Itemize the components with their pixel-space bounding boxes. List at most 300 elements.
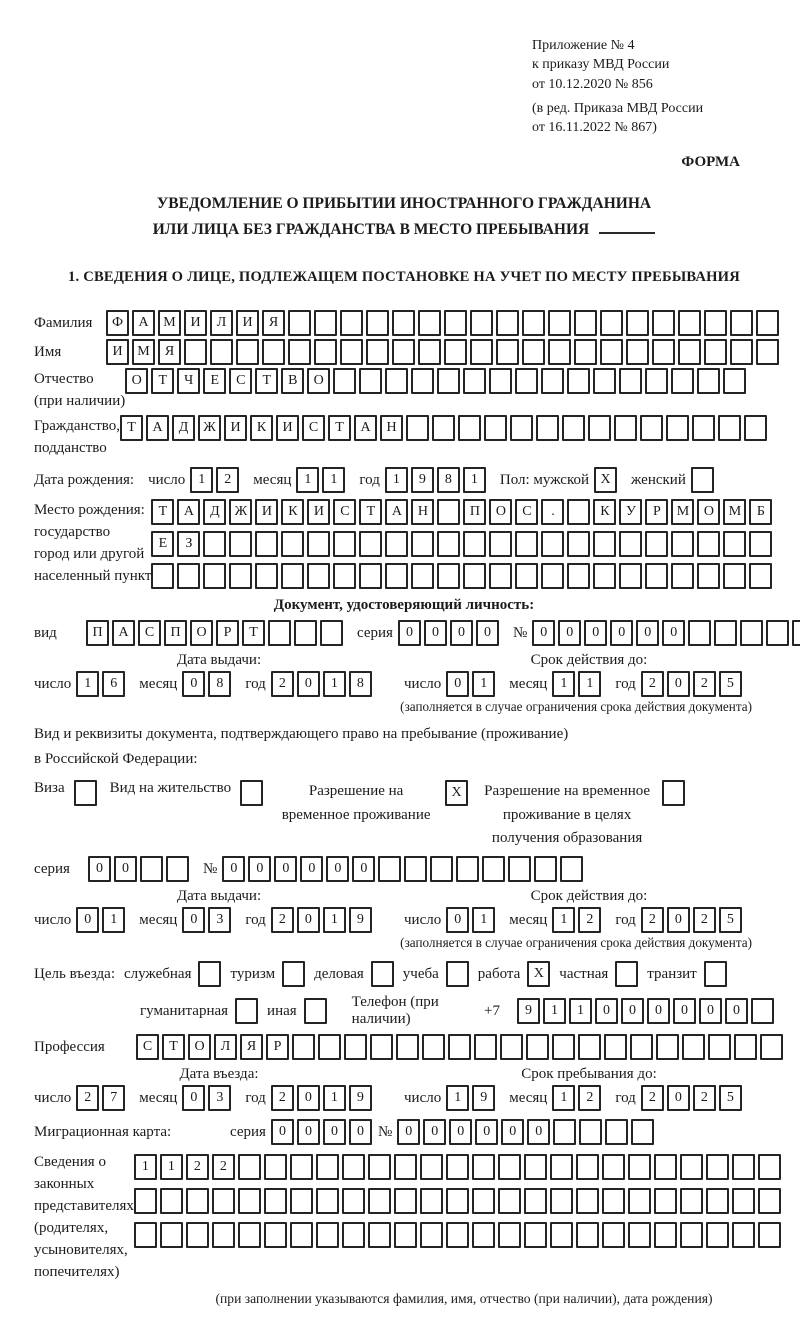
purpose-other-checkbox[interactable] (304, 998, 327, 1024)
purpose-business-checkbox[interactable] (198, 961, 221, 987)
char-cell[interactable] (751, 998, 774, 1024)
char-cell[interactable] (522, 310, 545, 336)
char-cell[interactable] (268, 620, 291, 646)
char-cell[interactable]: И (224, 415, 247, 441)
char-cell[interactable] (484, 415, 507, 441)
char-cell[interactable]: 0 (352, 856, 375, 882)
char-cell[interactable]: Т (162, 1034, 185, 1060)
char-cell[interactable] (368, 1222, 391, 1248)
char-cell[interactable] (396, 1034, 419, 1060)
char-cell[interactable] (576, 1154, 599, 1180)
char-cell[interactable] (671, 368, 694, 394)
char-cell[interactable] (203, 531, 226, 557)
char-cell[interactable]: 9 (411, 467, 434, 493)
char-cell[interactable]: Д (203, 499, 226, 525)
char-cell[interactable]: 8 (349, 671, 372, 697)
char-cell[interactable]: 0 (595, 998, 618, 1024)
char-cell[interactable] (605, 1119, 628, 1145)
char-cell[interactable] (578, 1034, 601, 1060)
char-cell[interactable] (498, 1222, 521, 1248)
char-cell[interactable]: М (158, 310, 181, 336)
char-cell[interactable] (472, 1222, 495, 1248)
char-cell[interactable]: Я (240, 1034, 263, 1060)
char-cell[interactable] (652, 310, 675, 336)
char-cell[interactable]: 0 (182, 907, 205, 933)
char-cell[interactable]: 0 (446, 907, 469, 933)
char-cell[interactable]: 0 (532, 620, 555, 646)
char-cell[interactable] (186, 1222, 209, 1248)
char-cell[interactable] (678, 339, 701, 365)
char-cell[interactable]: 2 (212, 1154, 235, 1180)
char-cell[interactable] (680, 1222, 703, 1248)
char-cell[interactable]: 1 (578, 671, 601, 697)
char-cell[interactable]: П (86, 620, 109, 646)
char-cell[interactable]: О (697, 499, 720, 525)
option-temp-residence-education-checkbox[interactable] (662, 780, 685, 806)
char-cell[interactable]: Л (210, 310, 233, 336)
char-cell[interactable]: А (177, 499, 200, 525)
char-cell[interactable] (567, 499, 590, 525)
char-cell[interactable]: Т (151, 368, 174, 394)
char-cell[interactable] (186, 1188, 209, 1214)
char-cell[interactable]: 0 (222, 856, 245, 882)
char-cell[interactable] (307, 563, 330, 589)
char-cell[interactable]: 9 (349, 1085, 372, 1111)
char-cell[interactable] (671, 563, 694, 589)
char-cell[interactable] (463, 563, 486, 589)
char-cell[interactable] (430, 856, 453, 882)
char-cell[interactable] (654, 1222, 677, 1248)
char-cell[interactable]: С (302, 415, 325, 441)
purpose-private-checkbox[interactable] (615, 961, 638, 987)
char-cell[interactable] (645, 531, 668, 557)
char-cell[interactable]: Т (242, 620, 265, 646)
char-cell[interactable] (333, 563, 356, 589)
char-cell[interactable] (560, 856, 583, 882)
char-cell[interactable] (678, 310, 701, 336)
char-cell[interactable] (730, 310, 753, 336)
char-cell[interactable] (288, 339, 311, 365)
char-cell[interactable]: У (619, 499, 642, 525)
char-cell[interactable] (697, 368, 720, 394)
char-cell[interactable]: 0 (271, 1119, 294, 1145)
char-cell[interactable]: 0 (397, 1119, 420, 1145)
char-cell[interactable] (749, 563, 772, 589)
char-cell[interactable] (602, 1222, 625, 1248)
char-cell[interactable] (316, 1222, 339, 1248)
char-cell[interactable] (437, 563, 460, 589)
char-cell[interactable]: 2 (641, 907, 664, 933)
char-cell[interactable] (344, 1034, 367, 1060)
char-cell[interactable] (394, 1222, 417, 1248)
char-cell[interactable]: Е (151, 531, 174, 557)
char-cell[interactable] (628, 1154, 651, 1180)
char-cell[interactable]: 0 (300, 856, 323, 882)
char-cell[interactable]: 2 (216, 467, 239, 493)
char-cell[interactable]: 3 (208, 1085, 231, 1111)
char-cell[interactable]: 2 (641, 671, 664, 697)
char-cell[interactable] (744, 415, 767, 441)
char-cell[interactable] (359, 531, 382, 557)
char-cell[interactable]: 1 (134, 1154, 157, 1180)
char-cell[interactable]: В (281, 368, 304, 394)
char-cell[interactable]: 0 (76, 907, 99, 933)
char-cell[interactable] (411, 368, 434, 394)
char-cell[interactable] (600, 310, 623, 336)
char-cell[interactable]: 5 (719, 1085, 742, 1111)
char-cell[interactable] (682, 1034, 705, 1060)
char-cell[interactable]: 2 (578, 1085, 601, 1111)
char-cell[interactable] (294, 620, 317, 646)
char-cell[interactable] (446, 1188, 469, 1214)
char-cell[interactable] (264, 1222, 287, 1248)
char-cell[interactable]: 0 (297, 1119, 320, 1145)
char-cell[interactable] (732, 1222, 755, 1248)
char-cell[interactable]: 2 (271, 1085, 294, 1111)
char-cell[interactable] (392, 310, 415, 336)
char-cell[interactable]: 1 (552, 671, 575, 697)
char-cell[interactable]: . (541, 499, 564, 525)
char-cell[interactable] (500, 1034, 523, 1060)
char-cell[interactable]: 0 (323, 1119, 346, 1145)
char-cell[interactable]: О (307, 368, 330, 394)
char-cell[interactable] (766, 620, 789, 646)
char-cell[interactable]: Т (120, 415, 143, 441)
char-cell[interactable] (446, 1154, 469, 1180)
char-cell[interactable] (437, 531, 460, 557)
char-cell[interactable] (318, 1034, 341, 1060)
char-cell[interactable] (238, 1154, 261, 1180)
char-cell[interactable] (496, 339, 519, 365)
char-cell[interactable] (368, 1188, 391, 1214)
char-cell[interactable] (567, 531, 590, 557)
char-cell[interactable] (760, 1034, 783, 1060)
char-cell[interactable]: 1 (190, 467, 213, 493)
char-cell[interactable] (630, 1034, 653, 1060)
char-cell[interactable] (288, 310, 311, 336)
char-cell[interactable] (437, 499, 460, 525)
char-cell[interactable] (652, 339, 675, 365)
char-cell[interactable]: И (276, 415, 299, 441)
char-cell[interactable] (515, 563, 538, 589)
char-cell[interactable] (515, 531, 538, 557)
purpose-transit-checkbox[interactable] (704, 961, 727, 987)
char-cell[interactable] (645, 563, 668, 589)
char-cell[interactable]: 1 (569, 998, 592, 1024)
char-cell[interactable]: 9 (349, 907, 372, 933)
char-cell[interactable] (420, 1154, 443, 1180)
purpose-tourism-checkbox[interactable] (282, 961, 305, 987)
char-cell[interactable] (463, 531, 486, 557)
char-cell[interactable] (619, 563, 642, 589)
char-cell[interactable] (292, 1034, 315, 1060)
char-cell[interactable]: 1 (323, 671, 346, 697)
char-cell[interactable]: А (132, 310, 155, 336)
char-cell[interactable] (792, 620, 800, 646)
char-cell[interactable] (524, 1188, 547, 1214)
char-cell[interactable] (614, 415, 637, 441)
char-cell[interactable] (474, 1034, 497, 1060)
char-cell[interactable]: С (138, 620, 161, 646)
char-cell[interactable] (236, 339, 259, 365)
char-cell[interactable]: 0 (326, 856, 349, 882)
char-cell[interactable] (550, 1222, 573, 1248)
char-cell[interactable] (522, 339, 545, 365)
char-cell[interactable]: 8 (208, 671, 231, 697)
char-cell[interactable] (534, 856, 557, 882)
char-cell[interactable] (704, 339, 727, 365)
char-cell[interactable]: 1 (543, 998, 566, 1024)
char-cell[interactable] (756, 310, 779, 336)
char-cell[interactable]: Т (151, 499, 174, 525)
char-cell[interactable]: 0 (182, 671, 205, 697)
purpose-commercial-checkbox[interactable] (371, 961, 394, 987)
char-cell[interactable]: 0 (621, 998, 644, 1024)
char-cell[interactable]: А (112, 620, 135, 646)
char-cell[interactable] (307, 531, 330, 557)
char-cell[interactable]: М (723, 499, 746, 525)
char-cell[interactable]: 0 (297, 671, 320, 697)
char-cell[interactable] (593, 531, 616, 557)
char-cell[interactable]: Д (172, 415, 195, 441)
char-cell[interactable]: 8 (437, 467, 460, 493)
char-cell[interactable] (359, 563, 382, 589)
char-cell[interactable]: 9 (472, 1085, 495, 1111)
char-cell[interactable]: О (125, 368, 148, 394)
char-cell[interactable] (640, 415, 663, 441)
char-cell[interactable]: Ч (177, 368, 200, 394)
char-cell[interactable]: 2 (641, 1085, 664, 1111)
char-cell[interactable]: О (190, 620, 213, 646)
char-cell[interactable] (697, 563, 720, 589)
char-cell[interactable] (482, 856, 505, 882)
char-cell[interactable]: К (593, 499, 616, 525)
char-cell[interactable] (697, 531, 720, 557)
char-cell[interactable]: М (132, 339, 155, 365)
char-cell[interactable]: 1 (76, 671, 99, 697)
char-cell[interactable]: 0 (501, 1119, 524, 1145)
char-cell[interactable] (411, 531, 434, 557)
char-cell[interactable] (600, 339, 623, 365)
char-cell[interactable] (680, 1154, 703, 1180)
char-cell[interactable] (456, 856, 479, 882)
char-cell[interactable]: 1 (552, 907, 575, 933)
char-cell[interactable] (160, 1222, 183, 1248)
char-cell[interactable] (314, 339, 337, 365)
char-cell[interactable]: Я (158, 339, 181, 365)
char-cell[interactable]: С (515, 499, 538, 525)
char-cell[interactable] (342, 1222, 365, 1248)
char-cell[interactable] (574, 310, 597, 336)
char-cell[interactable] (550, 1188, 573, 1214)
char-cell[interactable] (656, 1034, 679, 1060)
char-cell[interactable]: И (184, 310, 207, 336)
option-visa-checkbox[interactable] (74, 780, 97, 806)
char-cell[interactable] (498, 1188, 521, 1214)
char-cell[interactable]: 1 (446, 1085, 469, 1111)
char-cell[interactable]: 0 (114, 856, 137, 882)
char-cell[interactable]: А (385, 499, 408, 525)
char-cell[interactable]: 0 (527, 1119, 550, 1145)
char-cell[interactable] (342, 1188, 365, 1214)
char-cell[interactable] (418, 339, 441, 365)
char-cell[interactable]: 1 (322, 467, 345, 493)
char-cell[interactable] (366, 339, 389, 365)
char-cell[interactable] (166, 856, 189, 882)
char-cell[interactable] (378, 856, 401, 882)
char-cell[interactable]: Л (214, 1034, 237, 1060)
char-cell[interactable] (654, 1188, 677, 1214)
char-cell[interactable]: 1 (472, 671, 495, 697)
char-cell[interactable] (496, 310, 519, 336)
char-cell[interactable] (593, 563, 616, 589)
char-cell[interactable] (723, 563, 746, 589)
char-cell[interactable]: Ж (198, 415, 221, 441)
char-cell[interactable]: 2 (693, 671, 716, 697)
char-cell[interactable] (458, 415, 481, 441)
char-cell[interactable] (437, 368, 460, 394)
char-cell[interactable] (316, 1154, 339, 1180)
char-cell[interactable]: И (236, 310, 259, 336)
char-cell[interactable]: 1 (463, 467, 486, 493)
char-cell[interactable] (411, 563, 434, 589)
char-cell[interactable] (628, 1188, 651, 1214)
char-cell[interactable] (448, 1034, 471, 1060)
char-cell[interactable]: Т (255, 368, 278, 394)
char-cell[interactable]: 7 (102, 1085, 125, 1111)
char-cell[interactable]: Б (749, 499, 772, 525)
char-cell[interactable] (385, 368, 408, 394)
char-cell[interactable] (671, 531, 694, 557)
char-cell[interactable] (541, 368, 564, 394)
char-cell[interactable] (404, 856, 427, 882)
char-cell[interactable]: А (146, 415, 169, 441)
char-cell[interactable] (574, 339, 597, 365)
char-cell[interactable] (541, 563, 564, 589)
char-cell[interactable] (666, 415, 689, 441)
char-cell[interactable] (628, 1222, 651, 1248)
char-cell[interactable]: Н (380, 415, 403, 441)
char-cell[interactable] (515, 368, 538, 394)
char-cell[interactable]: 1 (323, 907, 346, 933)
char-cell[interactable]: П (463, 499, 486, 525)
char-cell[interactable] (704, 310, 727, 336)
char-cell[interactable] (394, 1154, 417, 1180)
char-cell[interactable] (552, 1034, 575, 1060)
char-cell[interactable] (203, 563, 226, 589)
char-cell[interactable]: 3 (208, 907, 231, 933)
char-cell[interactable] (281, 563, 304, 589)
option-temp-residence-checkbox[interactable]: X (445, 780, 468, 806)
char-cell[interactable] (548, 310, 571, 336)
char-cell[interactable]: 0 (636, 620, 659, 646)
purpose-humanitarian-checkbox[interactable] (235, 998, 258, 1024)
char-cell[interactable] (342, 1154, 365, 1180)
char-cell[interactable] (706, 1222, 729, 1248)
char-cell[interactable] (340, 310, 363, 336)
char-cell[interactable]: 2 (693, 907, 716, 933)
char-cell[interactable] (498, 1154, 521, 1180)
char-cell[interactable]: 0 (297, 907, 320, 933)
char-cell[interactable] (394, 1188, 417, 1214)
char-cell[interactable] (579, 1119, 602, 1145)
char-cell[interactable] (548, 339, 571, 365)
char-cell[interactable]: 0 (476, 620, 499, 646)
char-cell[interactable]: 0 (446, 671, 469, 697)
char-cell[interactable]: 0 (662, 620, 685, 646)
char-cell[interactable] (602, 1188, 625, 1214)
gender-female-checkbox[interactable] (691, 467, 714, 493)
char-cell[interactable]: Т (359, 499, 382, 525)
char-cell[interactable] (588, 415, 611, 441)
char-cell[interactable] (619, 531, 642, 557)
char-cell[interactable]: 0 (423, 1119, 446, 1145)
char-cell[interactable] (264, 1188, 287, 1214)
char-cell[interactable] (366, 310, 389, 336)
char-cell[interactable]: 0 (475, 1119, 498, 1145)
char-cell[interactable]: 5 (719, 907, 742, 933)
char-cell[interactable] (333, 368, 356, 394)
char-cell[interactable]: Н (411, 499, 434, 525)
char-cell[interactable]: 1 (160, 1154, 183, 1180)
char-cell[interactable] (718, 415, 741, 441)
char-cell[interactable]: 2 (271, 671, 294, 697)
char-cell[interactable] (422, 1034, 445, 1060)
char-cell[interactable] (333, 531, 356, 557)
char-cell[interactable] (446, 1222, 469, 1248)
char-cell[interactable]: С (136, 1034, 159, 1060)
char-cell[interactable]: 2 (76, 1085, 99, 1111)
char-cell[interactable] (392, 339, 415, 365)
char-cell[interactable]: С (333, 499, 356, 525)
char-cell[interactable] (320, 620, 343, 646)
char-cell[interactable]: 1 (385, 467, 408, 493)
char-cell[interactable]: З (177, 531, 200, 557)
char-cell[interactable]: Е (203, 368, 226, 394)
char-cell[interactable] (281, 531, 304, 557)
char-cell[interactable]: 9 (517, 998, 540, 1024)
char-cell[interactable]: 1 (552, 1085, 575, 1111)
char-cell[interactable]: 0 (424, 620, 447, 646)
char-cell[interactable] (463, 368, 486, 394)
char-cell[interactable] (255, 531, 278, 557)
char-cell[interactable]: 0 (248, 856, 271, 882)
char-cell[interactable]: Р (216, 620, 239, 646)
char-cell[interactable]: К (250, 415, 273, 441)
char-cell[interactable]: 2 (271, 907, 294, 933)
char-cell[interactable]: 0 (647, 998, 670, 1024)
char-cell[interactable] (749, 531, 772, 557)
char-cell[interactable]: 0 (88, 856, 111, 882)
char-cell[interactable] (472, 1188, 495, 1214)
char-cell[interactable]: Т (328, 415, 351, 441)
char-cell[interactable] (631, 1119, 654, 1145)
char-cell[interactable]: И (255, 499, 278, 525)
char-cell[interactable] (758, 1222, 781, 1248)
char-cell[interactable] (370, 1034, 393, 1060)
char-cell[interactable]: О (489, 499, 512, 525)
char-cell[interactable] (706, 1188, 729, 1214)
char-cell[interactable] (420, 1222, 443, 1248)
char-cell[interactable]: 1 (323, 1085, 346, 1111)
char-cell[interactable] (184, 339, 207, 365)
char-cell[interactable] (470, 310, 493, 336)
char-cell[interactable] (536, 415, 559, 441)
char-cell[interactable]: 0 (449, 1119, 472, 1145)
char-cell[interactable]: К (281, 499, 304, 525)
gender-male-checkbox[interactable]: X (594, 467, 617, 493)
char-cell[interactable]: 0 (667, 907, 690, 933)
